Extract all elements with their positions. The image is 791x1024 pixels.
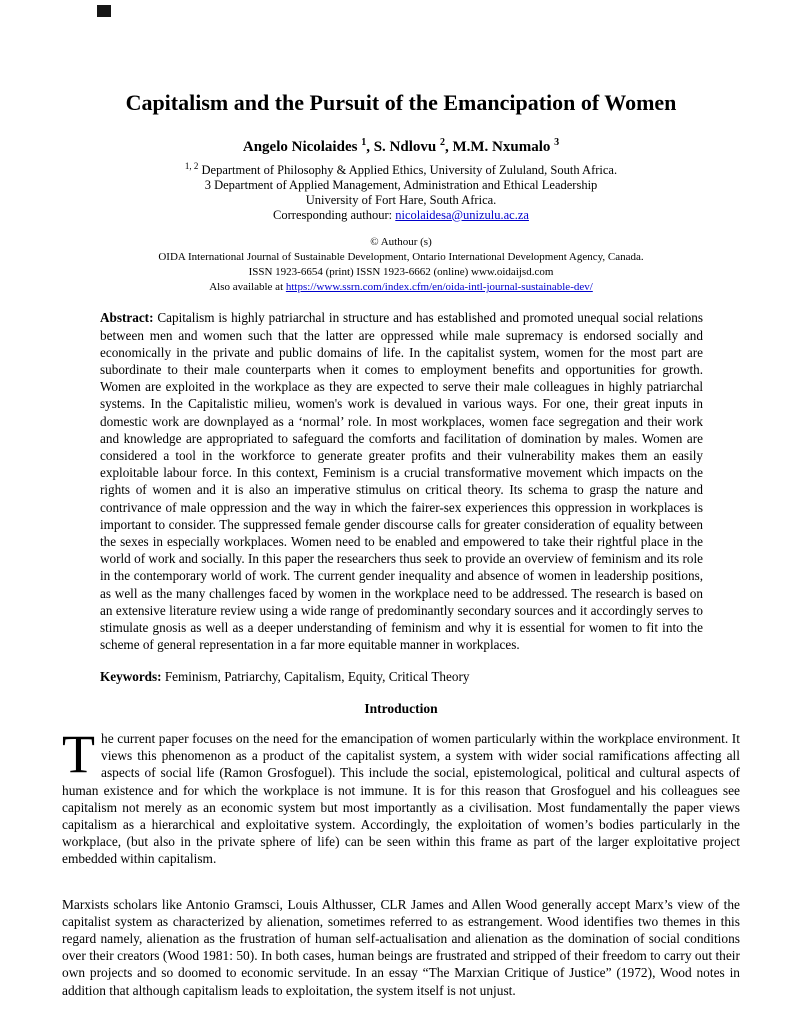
affiliation-line-2: 3 Department of Applied Management, Administration and Ethical Leadership (204, 177, 598, 192)
keywords-line (100, 668, 703, 685)
author-name: Angelo Nicolaides (242, 139, 362, 155)
corresponding-label: Corresponding authour: (273, 207, 396, 222)
abstract-text: Capitalism is highly patriarchal in structure and has established and promoted unequal social relations between men and women such that the latter are oppressed while male supremacy is endorsed socially and economically in the private and public domains of life. In the capitalist system, women for the most part are subordinate to their male counterparts when it comes to employment benefits and opportunities for growth. Women are exploited in the workplace as they are expected to serve their male colleagues in highly patriarchal systems. In the Capitalistic milieu, women's work is devalued in various ways. For one, their great inputs in domestic work are downplayed as a ‘normal’ role. In most workplaces, women face segregation and their work and knowledge are appropriated to safeguard the comforts and facilitation of domination by males. Women are considered a tool in the workforce to generate greater profits and their vulnerability makes them an easily exploitable labour force. In this context, Feminism is a crucial transformative movement which impacts on the rights of women and it is also an imperative stimulus on critical theory. Its schema to grasp the nature and contrivance of male oppression and the way in which the fairer-sex experiences this oppression in workplaces is important to consider. The suppressed female gender discourse calls for greater consideration of equality between the sexes in especially workplaces. Women need to be enabled and empowered to take their rightful place in the world of work and socially. In this paper the researchers thus seek to provide an overview of feminism and its role in the contemporary world of work. The current gender inequality and absence of women in leadership positions, as well as the many challenges faced by women in the workplace need to be addressed. The research is based on an extensive literature review using a wide range of predominantly secondary sources and it accordingly serves to stimulate gnosis as well as a deeper understanding of feminism and why it is essential for women to fit into the scheme of general representation in a far more equitable manner in workplaces. (100, 310, 703, 653)
ssrn-link[interactable]: https://www.ssrn.com/index.cfm/en/oida-intl-journal-sustainable-dev/ (285, 281, 593, 294)
affiliation-line-1: $^{1, 2}$ Department of Philosophy & Applied Ethics, University of Zululand, South Africa. (184, 161, 618, 178)
issn-line: ISSN 1923-6654 (print) ISSN 1923-6662 (online) www.oidaijsd.com (248, 266, 554, 279)
introduction-heading: Introduction (364, 700, 438, 716)
abstract-label: Abstract: (100, 310, 154, 326)
author-superscript: 2 (439, 137, 445, 148)
affiliations-block (62, 159, 740, 222)
corresponding-author-line (62, 208, 740, 223)
paper-title: Capitalism and the Pursuit of the Emancipation of Women (125, 90, 677, 115)
author-superscript: 1 (361, 137, 367, 148)
author-superscript: 3 (554, 137, 560, 148)
keywords-label: Keywords: (100, 669, 162, 685)
journal-info-block (62, 235, 740, 295)
author-name: , S. Ndlovu (366, 139, 440, 155)
authors-line (62, 134, 740, 156)
author-name: , M.M. Nxumalo (444, 139, 555, 155)
intro-paragraph (62, 724, 740, 868)
intro-text: he current paper focuses on the need for the emancipation of women particularly within the workplace environment. It views this phenomenon as a product of the capitalist system, a system with wider social ramifications affecting all aspects of social life (Ramon Grosfoguel). This include the social, epistemological, political and cultural aspects of human existence and for which the workplace is not immune. It is for this reason that Grosfoguel and his colleagues see capitalism not merely as an economic system but most importantly as a civilisation. Most fundamentally the paper views capitalism as a hierarchical and exploitative system. Accordingly, the exploitation of women’s bodies particularly in the workplace, (but also in the private sphere of life) can be seen within this frame as part of the larger exploitative project embedded within capitalism. (62, 731, 740, 867)
copyright-line: © Authour (s) (370, 236, 432, 249)
affiliation-superscript: 1, 2 (184, 161, 199, 171)
affiliation-line-3: University of Fort Hare, South Africa. (305, 192, 497, 207)
corresponding-email-link[interactable]: nicolaidesa@unizulu.ac.za (395, 207, 529, 222)
scan-artifact-mark (97, 5, 111, 17)
abstract-paragraph (100, 309, 703, 653)
body-paragraph: Marxists scholars like Antonio Gramsci, Louis Althusser, CLR James and Allen Wood generally accept Marx’s view of the capitalist system as characterized by alienation, sometimes referred to as estrangement. Wood identifies two themes in this regard namely, alienation as the frustration of human self-actualisation and alienation as the domination of social conditions over their creators (Wood 1981: 50). In both cases, human beings are frustrated and stripped of their freedom to carry out their own projects and so doomed to economic servitude. In an essay “The Marxian Critique of Justice” (1972), Wood notes in addition that although capitalism leads to exploitation, the system itself is not unjust. (62, 896, 740, 998)
availability-line: Also available at https://www.ssrn.com/index.cfm/en/oida-intl-journal-sustainable-dev/ (209, 281, 593, 294)
journal-name-line: OIDA International Journal of Sustainable Development, Ontario International Development Agency, Canada. (158, 251, 644, 264)
drop-cap: T (62, 724, 95, 784)
keywords-text: Feminism, Patriarchy, Capitalism, Equity, Critical Theory (161, 669, 470, 685)
